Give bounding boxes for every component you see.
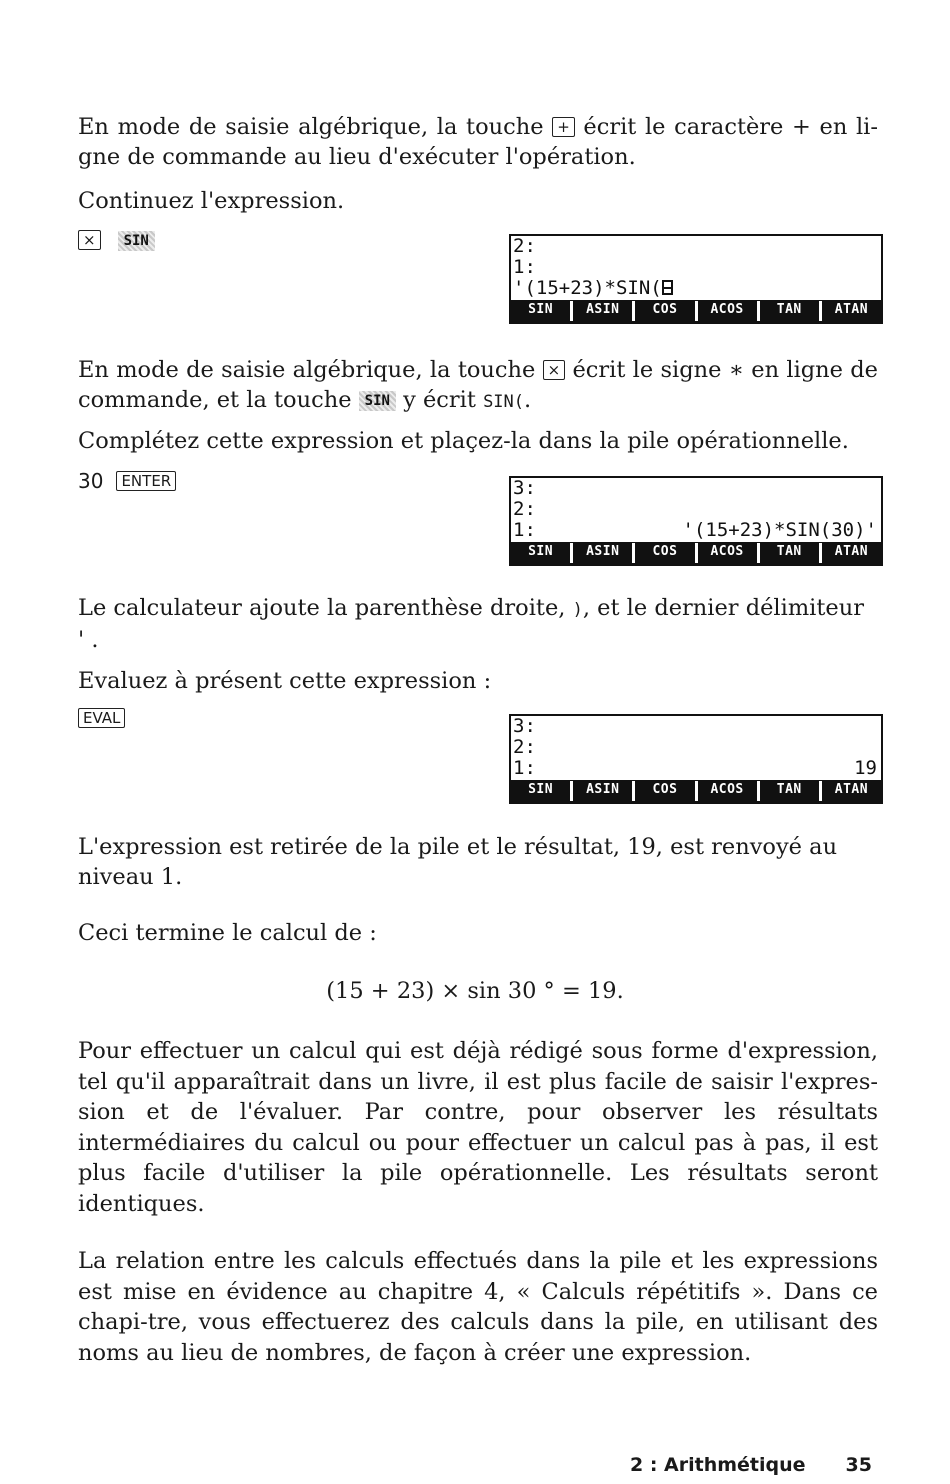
menu-cos: COS bbox=[635, 301, 697, 321]
sin-softkey: SIN bbox=[359, 391, 396, 411]
stack-level-2: 2: bbox=[513, 498, 536, 520]
paragraph-conclusion: Ceci termine le calcul de : bbox=[78, 920, 377, 946]
paragraph-plus-key: En mode de saisie algébrique, la touche + écrit le caractère + en li-gne de commande au lieu d'exécuter l'opération. bbox=[78, 114, 878, 170]
paragraph-multiply-key: En mode de saisie algébrique, la touche × écrit le signe ∗ en ligne de commande, et la touche SIN y écrit SIN(. bbox=[78, 357, 878, 413]
menu-acos: ACOS bbox=[698, 301, 760, 321]
menu-atan: ATAN bbox=[822, 781, 881, 801]
equation: (15 + 23) × sin 30 ° = 19. bbox=[326, 978, 624, 1004]
number-30: 30 bbox=[78, 469, 104, 493]
menu-asin: ASIN bbox=[573, 781, 635, 801]
menu-acos: ACOS bbox=[698, 543, 760, 563]
page-footer bbox=[630, 1454, 872, 1476]
stack-level-1: 1: '(15+23)*SIN(30)' bbox=[513, 519, 877, 541]
cursor-icon bbox=[662, 280, 673, 295]
paragraph-continue: Continuez l'expression. bbox=[78, 188, 345, 214]
sin-softkey: SIN bbox=[118, 231, 155, 251]
plus-key: + bbox=[552, 117, 575, 137]
stack-level-1: 1: bbox=[513, 256, 536, 278]
keystroke-step-1 bbox=[78, 226, 155, 256]
chapter-title: 2 : Arithmétique bbox=[630, 1454, 806, 1476]
eval-key: EVAL bbox=[78, 708, 125, 728]
keystroke-step-3 bbox=[78, 704, 125, 734]
enter-key: ENTER bbox=[116, 471, 176, 491]
calculator-screen-1 bbox=[509, 234, 883, 324]
menu-asin: ASIN bbox=[573, 543, 635, 563]
stack-value: '(15+23)*SIN(30)' bbox=[682, 519, 877, 541]
calculator-screen-3 bbox=[509, 714, 883, 804]
command-line: '(15+23)*SIN( bbox=[511, 278, 881, 299]
softkey-menu bbox=[511, 300, 881, 322]
menu-asin: ASIN bbox=[573, 301, 635, 321]
code-sin: SIN( bbox=[483, 392, 525, 412]
paragraph-complete: Complétez cette expression et plaçez-la dans la pile opérationnelle. bbox=[78, 428, 849, 454]
paren-char: ) bbox=[572, 600, 583, 620]
stack-level-3: 3: bbox=[513, 477, 536, 499]
menu-atan: ATAN bbox=[822, 301, 881, 321]
stack-level-3: 3: bbox=[513, 715, 536, 737]
menu-sin: SIN bbox=[511, 301, 573, 321]
menu-cos: COS bbox=[635, 781, 697, 801]
menu-sin: SIN bbox=[511, 543, 573, 563]
menu-acos: ACOS bbox=[698, 781, 760, 801]
multiply-key: × bbox=[78, 230, 101, 250]
page-number: 35 bbox=[845, 1454, 872, 1476]
paragraph-chapter-ref: La relation entre les calculs effectués dans la pile et les expressions est mise en évidence au chapitre 4, « Calculs répétitifs ». Dans ce chapi-tre, vous effectuerez des calculs dans la pile, en utilisant des noms au lieu de nombres, de façon à créer une expression. bbox=[78, 1248, 878, 1366]
softkey-menu bbox=[511, 542, 881, 564]
multiply-key: × bbox=[543, 360, 566, 380]
paragraph-parenthesis: Le calculateur ajoute la parenthèse droite, ), et le dernier délimiteur ' . bbox=[78, 595, 864, 653]
softkey-menu bbox=[511, 780, 881, 802]
delimiter-char: ' . bbox=[78, 627, 99, 653]
menu-tan: TAN bbox=[760, 543, 822, 563]
paragraph-method: Pour effectuer un calcul qui est déjà rédigé sous forme d'expression, tel qu'il apparaîtrait dans un livre, il est plus facile de saisir l'expres-sion et de l'évaluer. Par contre, pour observer les résultats intermédiaires du calcul ou pour effectuer un calcul pas à pas, il est plus facile d'utiliser la pile opérationnelle. Les résultats seront identiques. bbox=[78, 1038, 878, 1217]
menu-sin: SIN bbox=[511, 781, 573, 801]
paragraph-evaluate: Evaluez à présent cette expression : bbox=[78, 668, 492, 694]
stack-level-2: 2: bbox=[513, 736, 536, 758]
stack-value: 19 bbox=[854, 757, 877, 779]
menu-tan: TAN bbox=[760, 781, 822, 801]
stack-level-2: 2: bbox=[513, 235, 536, 257]
menu-atan: ATAN bbox=[822, 543, 881, 563]
paragraph-result: L'expression est retirée de la pile et le résultat, 19, est renvoyé au niveau 1. bbox=[78, 834, 838, 890]
calculator-screen-2 bbox=[509, 476, 883, 566]
keystroke-step-2 bbox=[78, 466, 176, 497]
menu-tan: TAN bbox=[760, 301, 822, 321]
stack-level-1: 1: 19 bbox=[513, 757, 877, 779]
menu-cos: COS bbox=[635, 543, 697, 563]
